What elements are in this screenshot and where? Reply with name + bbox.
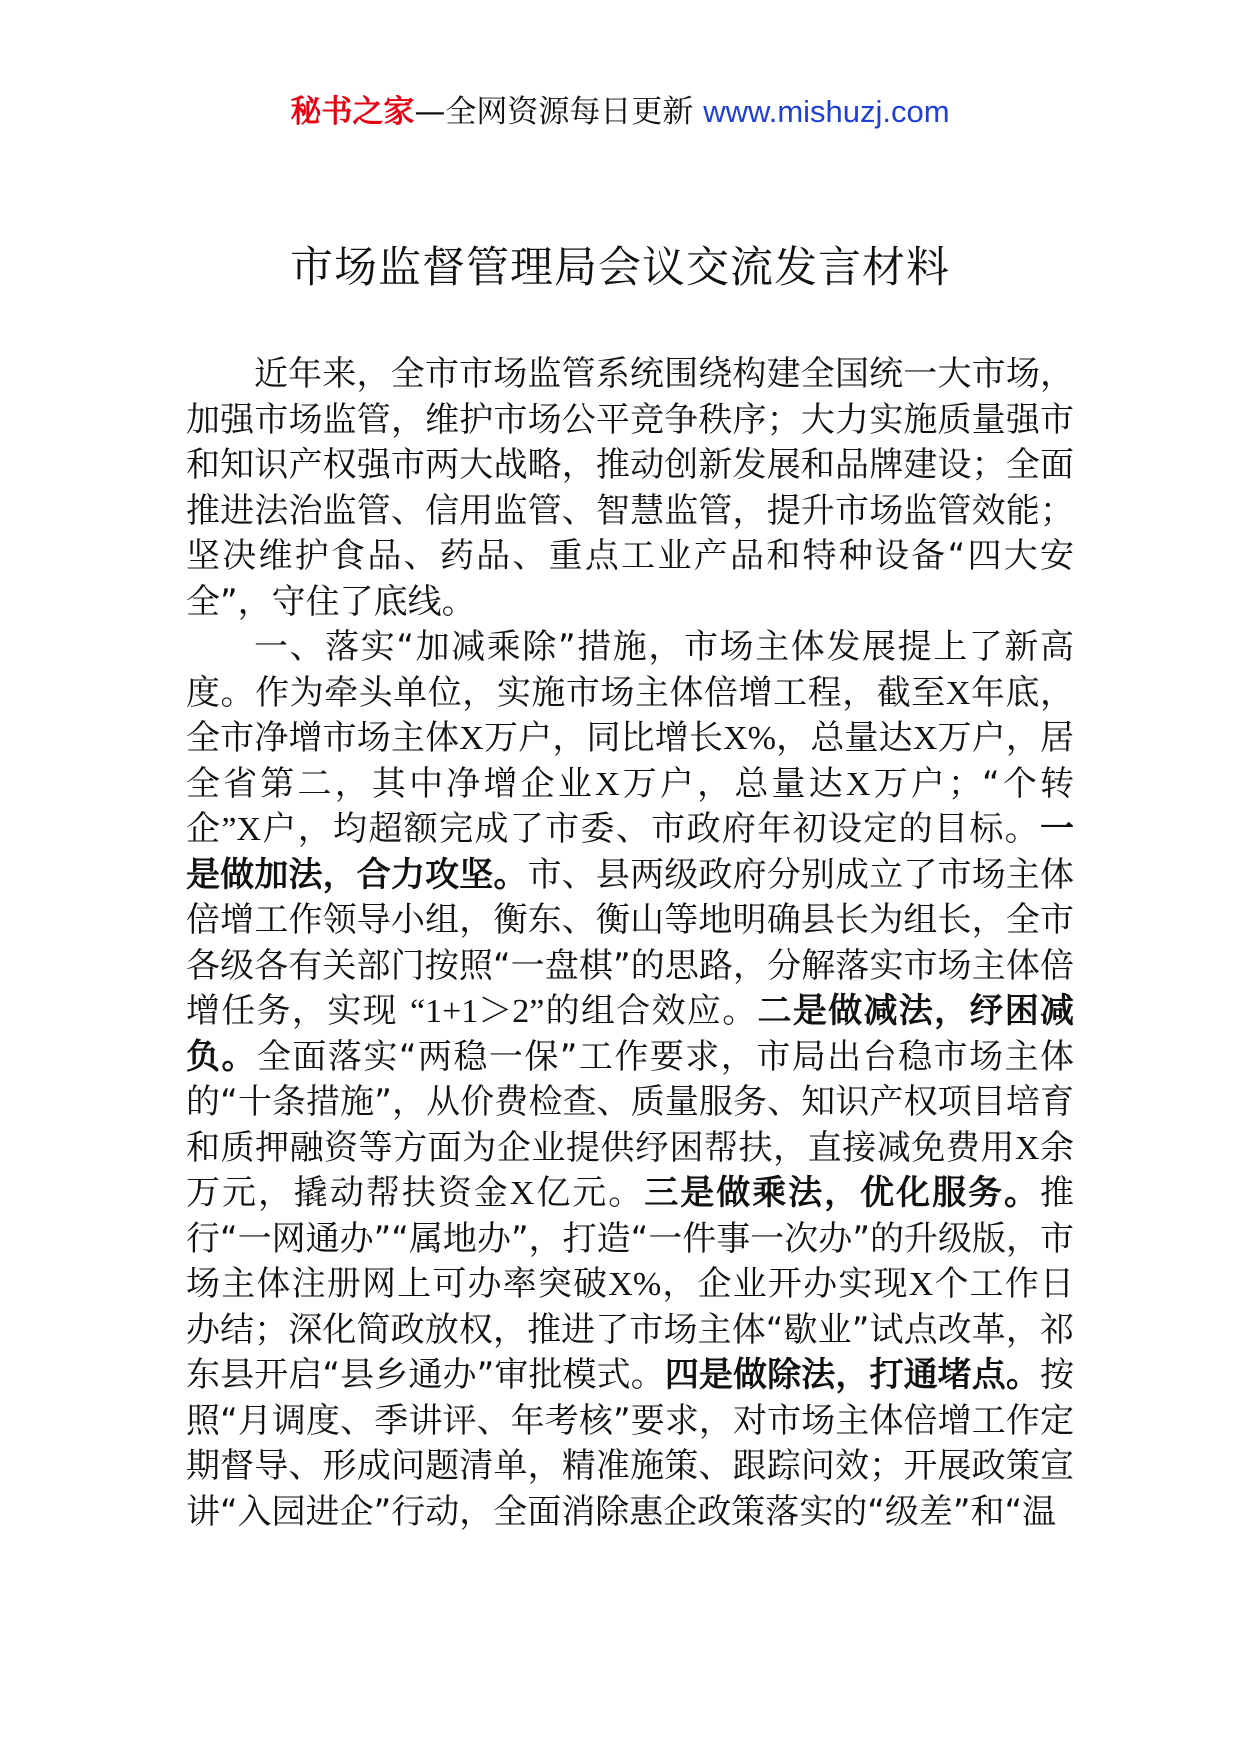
site-url-link[interactable]: www.mishuzj.com xyxy=(703,94,950,129)
header-banner xyxy=(0,92,1240,132)
emphasis-phrase: 三是做乘法，优化服务。 xyxy=(644,1173,1041,1213)
paragraph-intro: 近年来，全市市场监管系统围绕构建全国统一大市场，加强市场监管，维护市场公平竞争秩序；大力实施质量强市和知识产权强市两大战略，推动创新发展和品牌建设；全面推进法治监管、信用监管、智慧监管，提升市场监管效能；坚决维护食品、药品、重点工业产品和特种设备“四大安全”，守住了底线。 xyxy=(186,354,1074,622)
emphasis-phrase: 二是做减法，纾困减负。 xyxy=(186,991,1075,1077)
document-title: 市场监督管理局会议交流发言材料 xyxy=(290,243,950,293)
document-body xyxy=(186,352,1074,1535)
paragraph-section-one: 一、落实“加减乘除”措施，市场主体发展提上了新高度。作为牵头单位，实施市场主体倍增工程，截至X年底，全市净增市场主体X万户，同比增长X%，总量达X万户，居全省第二，其中净增企业X万户，总量达X万户；“个转企”X户，均超额完成了市委、市政府年初设定的目标。一是做加法，合力攻坚。市、县两级政府分别成立了市场主体倍增工作领导小组，衡东、衡山等地明确县长为组长，全市各级各有关部门按照“一盘棋”的思路，分解落实市场主体倍增任务，实现 “1+1＞2”的组合效应。二是做减法，纾困减负。全面落实“两稳一保”工作要求，市局出台稳市场主体的“十条措施”，从价费检查、质量服务、知识产权项目培育和质押融资等方面为企业提供纾困帮扶，直接减免费用X余万元，撬动帮扶资金X亿元。三是做乘法，优化服务。推行“一网通办”“属地办”，打造“一件事一次办”的升级版，市场主体注册网上可办率突破X%，企业开办实现X个工作日办结；深化简政放权，推进了市场主体“歇业”试点改革，祁东县开启“县乡通办”审批模式。四是做除法，打通堵点。按照“月调度、季讲评、年考核”要求，对市场主体倍增工作定期督导、形成问题清单，精准施策、跟踪问效；开展政策宣讲“入园进企”行动，全面消除惠企政策落实的“级差”和“温 xyxy=(186,627,1075,1532)
header-slogan: —全网资源每日更新 xyxy=(414,94,694,130)
emphasis-phrase: 一是做加法，合力攻坚。 xyxy=(186,809,1075,895)
brand-name: 秘书之家 xyxy=(290,94,415,130)
emphasis-phrase: 四是做除法，打通堵点。 xyxy=(664,1355,1040,1395)
